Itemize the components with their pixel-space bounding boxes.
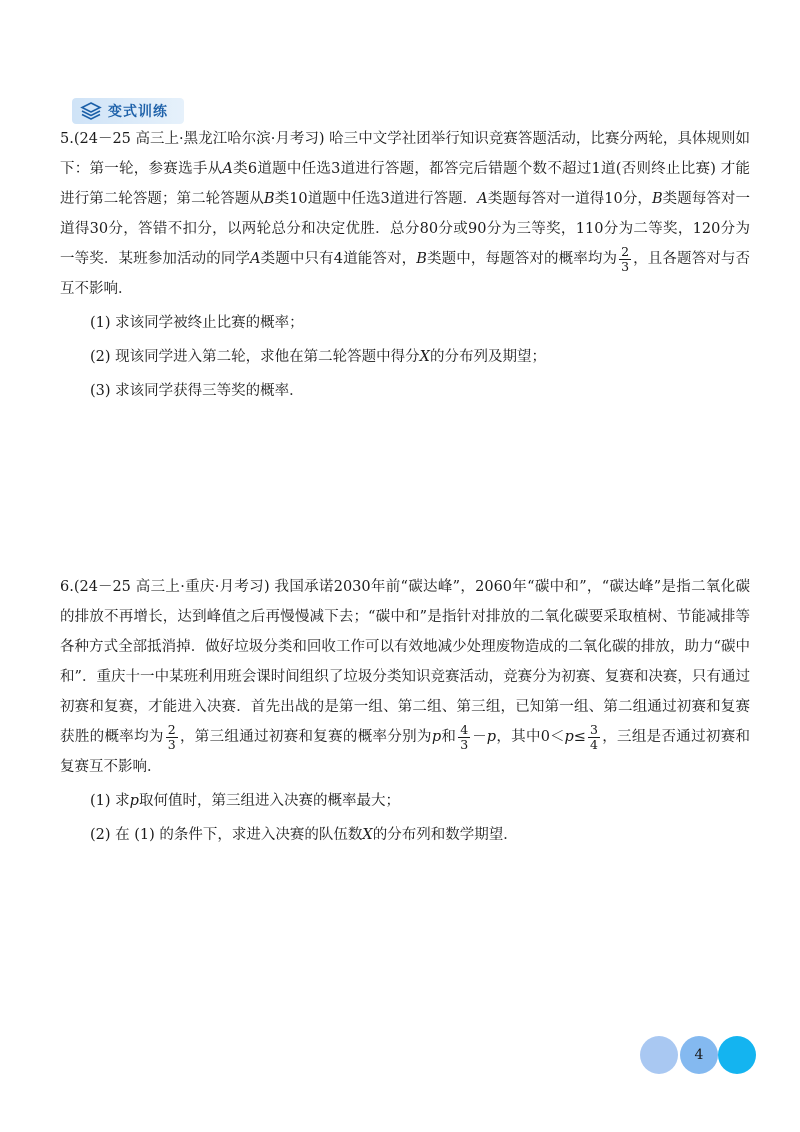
page-number: 4	[680, 1036, 718, 1074]
fraction: $\frac{3}{4}$	[589, 721, 598, 752]
question-5-3: (3) 求该同学获得三等奖的概率．	[90, 383, 304, 399]
fraction: $\frac{4}{3}$	[460, 721, 469, 752]
stacked-layers-icon	[80, 101, 102, 121]
question-6-1: (1) 求p取何值时，第三组进入决赛的概率最大；	[90, 793, 400, 809]
question-5-1: (1) 求该同学被终止比赛的概率；	[90, 315, 304, 331]
problem-5	[60, 124, 750, 406]
decorative-circle	[718, 1036, 756, 1074]
section-badge	[72, 98, 184, 124]
decorative-circle	[640, 1036, 678, 1074]
problem-6-stem: 6.(24－25 高三上·重庆·月考习) 我国承诺2030年前“碳达峰”，2060年“碳中和”，“碳达峰”是指二氧化碳的排放不再增长，达到峰值之后再慢慢减下去；“碳中和”是指针对排放的二氧化碳要采取植树、节能减排等各种方式全部抵消掉．做好垃圾分类和回收工作可以有效地减少处理废物造成的二氧化碳的排放，助力“碳中和”．重庆十一中某班利用班会课时间组织了垃圾分类知识竞赛活动，竞赛分为初赛、复赛和决赛，只有通过初赛和复赛，才能进入决赛．首先出战的是第一组、第二组、第三组，已知第一组、第二组通过初赛和复赛获胜的概率均为 $\frac{2}{3}$ ，第三组通过初赛和复赛的概率分别为p和 $\frac{4}{3}$ －p，其中0＜p≤ $\frac{3}{4}$ ，三组是否通过初赛和复赛互不影响．	[60, 579, 751, 775]
fraction: $\frac{2}{3}$	[167, 721, 176, 752]
problem-5-stem: 5.(24－25 高三上·黑龙江哈尔滨·月考习) 哈三中文学社团举行知识竞赛答题活动，比赛分两轮，具体规则如下：第一轮，参赛选手从A类6道题中任选3道进行答题，都答完后错题个数不超过1道(否则终止比赛) 才能进行第二轮答题；第二轮答题从B类10道题中任选3道进行答题．A类题每答对一道得10分，B类题每答对一道得30分，答错不扣分，以两轮总分和决定优胜．总分80分或90分为三等奖，110分为二等奖，120分为一等奖．某班参加活动的同学A类题中只有4道能答对，B类题中，每题答对的概率均为 $\frac{2}{3}$ ，且各题答对与否互不影响．	[60, 131, 751, 297]
page-number-badge	[640, 1034, 760, 1076]
problem-6	[60, 572, 750, 850]
fraction: $\frac{2}{3}$	[621, 243, 630, 274]
question-6-2: (2) 在 (1) 的条件下，求进入决赛的队伍数X的分布列和数学期望．	[90, 827, 518, 843]
section-label: 变式训练	[108, 104, 168, 120]
question-5-2: (2) 现该同学进入第二轮，求他在第二轮答题中得分X的分布列及期望；	[90, 349, 546, 365]
